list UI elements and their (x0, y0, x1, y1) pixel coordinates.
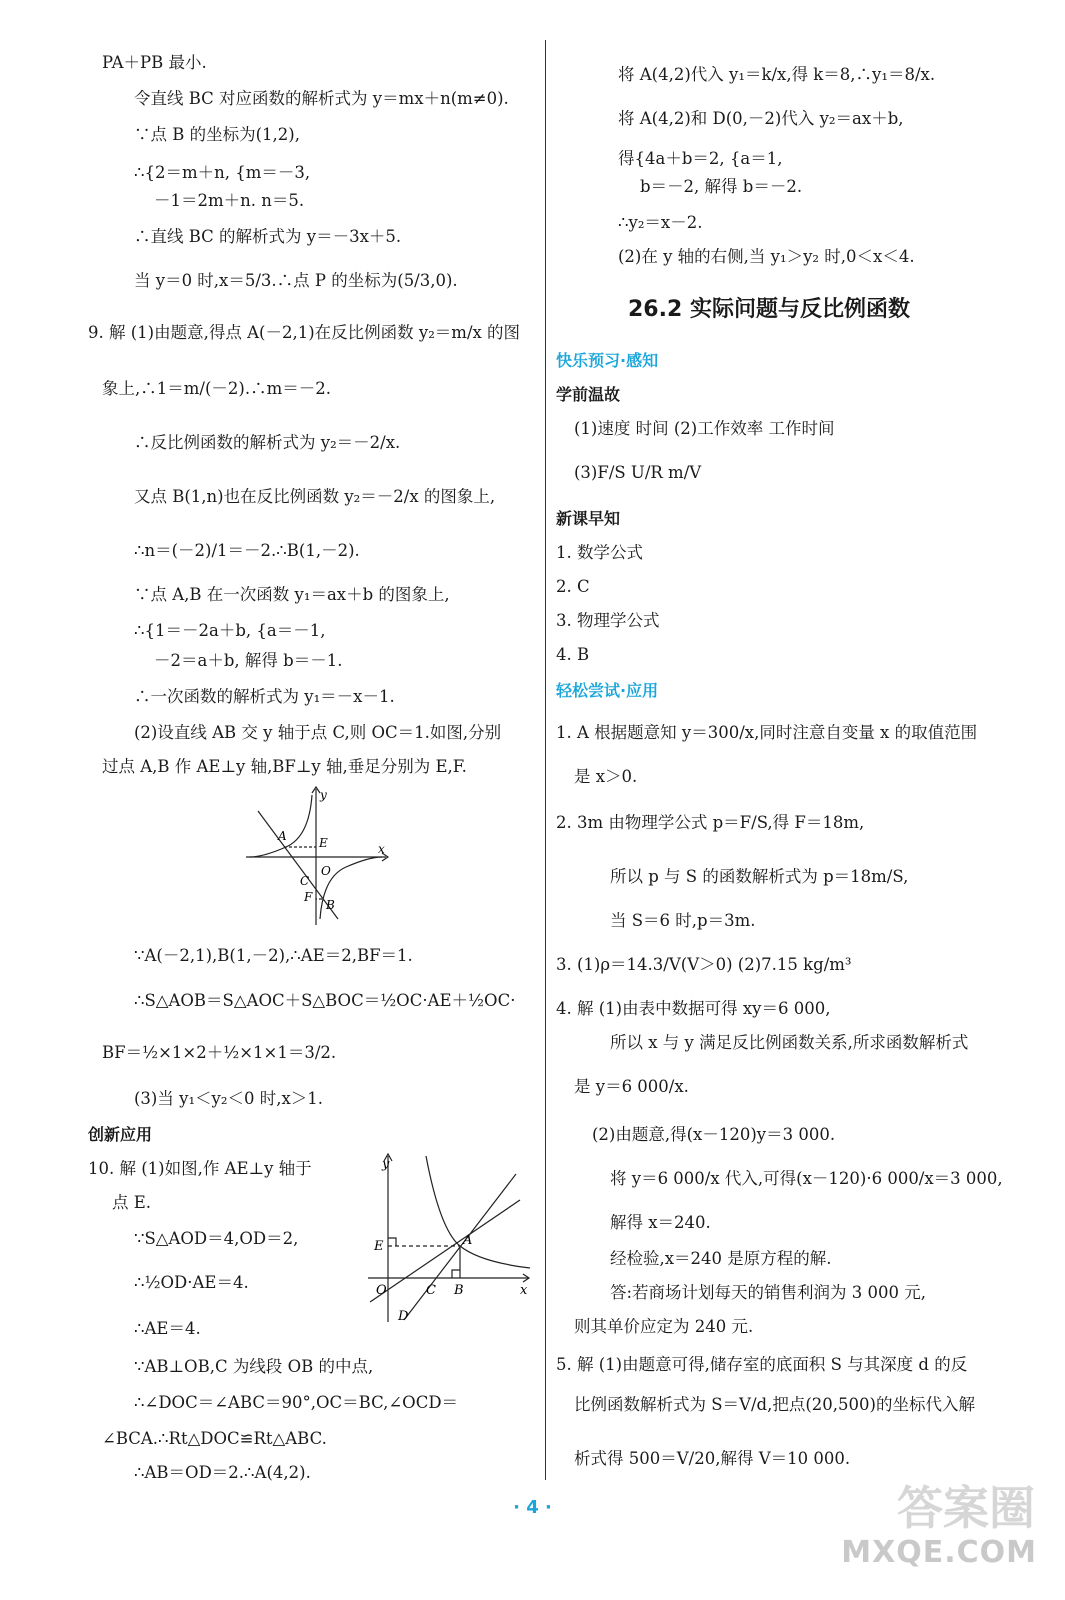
right-text-line: (1)速度 时间 (2)工作效率 工作时间 (574, 419, 835, 438)
left-text-line: PA＋PB 最小. (102, 53, 207, 72)
fig2-label-c: C (426, 1283, 436, 1298)
left-text-line: ∵S△AOD＝4,OD＝2, (134, 1229, 299, 1248)
fig2-label-o: O (376, 1283, 387, 1298)
fig1-label-o: O (321, 864, 331, 878)
left-text-line: ∴S△AOB＝S△AOC＋S△BOC＝½OC·AE＋½OC· (134, 991, 516, 1010)
left-text-line: 又点 B(1,n)也在反比例函数 y₂＝－2/x 的图象上, (134, 487, 496, 506)
right-text-line: 2. C (556, 577, 590, 596)
fig2-label-e: E (374, 1239, 384, 1254)
figure-hyperbola-da (368, 1150, 538, 1330)
left-text-line: ∵点 B 的坐标为(1,2), (134, 125, 300, 144)
left-text-line: 令直线 BC 对应函数的解析式为 y＝mx＋n(m≠0). (134, 89, 509, 108)
left-text-line: ∴AB＝OD＝2.∴A(4,2). (134, 1463, 311, 1482)
right-text-line: 当 S＝6 时,p＝3m. (610, 911, 756, 930)
fig1-label-e: E (319, 836, 328, 850)
left-text-line: BF＝½×1×2＋½×1×1＝3/2. (102, 1043, 337, 1062)
right-text-line: (3)F/S U/R m/V (574, 463, 702, 482)
right-text-line: 所以 x 与 y 满足反比例函数关系,所求函数解析式 (610, 1033, 969, 1052)
right-text-line: 将 A(4,2)和 D(0,－2)代入 y₂＝ax＋b, (618, 109, 904, 128)
left-text-line: －1＝2m＋n. n＝5. (154, 191, 305, 210)
right-text-line: (2)由题意,得(x－120)y＝3 000. (592, 1125, 836, 1144)
right-text-line: 轻松尝试·应用 (556, 681, 659, 700)
left-text-line: ∵A(－2,1),B(1,－2),∴AE＝2,BF＝1. (134, 946, 413, 965)
right-text-line: 将 A(4,2)代入 y₁＝k/x,得 k＝8,∴y₁＝8/x. (618, 65, 936, 84)
fig1-label-f: F (304, 890, 313, 904)
right-text-line: 1. A 根据题意知 y＝300/x,同时注意自变量 x 的取值范围 (556, 723, 978, 742)
right-text-line: 得{4a＋b＝2, {a＝1, (618, 149, 783, 168)
column-divider (545, 40, 546, 1480)
fig2-label-y: y (382, 1157, 390, 1172)
right-text-line: ∴y₂＝x－2. (618, 213, 703, 232)
left-text-line: ∴一次函数的解析式为 y₁＝－x－1. (134, 687, 395, 706)
left-text-line: 9. 解 (1)由题意,得点 A(－2,1)在反比例函数 y₂＝m/x 的图 (88, 323, 521, 342)
right-text-line: 则其单价应定为 240 元. (574, 1317, 754, 1336)
right-text-line: 5. 解 (1)由题意可得,储存室的底面积 S 与其深度 d 的反 (556, 1355, 968, 1374)
left-text-line: ∴n＝(－2)/1＝－2.∴B(1,－2). (134, 541, 360, 560)
fig1-label-y: y (320, 788, 327, 802)
left-text-line: ∠BCA.∴Rt△DOC≌Rt△ABC. (102, 1429, 327, 1448)
right-text-line: 比例函数解析式为 S＝V/d,把点(20,500)的坐标代入解 (574, 1395, 975, 1414)
left-text-line: ∵点 A,B 在一次函数 y₁＝ax＋b 的图象上, (134, 585, 450, 604)
left-text-line: 10. 解 (1)如图,作 AE⊥y 轴于 (88, 1159, 312, 1178)
right-text-line: 解得 x＝240. (610, 1213, 711, 1232)
fig2-label-a: A (463, 1233, 473, 1248)
right-text-line: 答:若商场计划每天的销售利润为 3 000 元, (610, 1283, 927, 1302)
fig2-label-d: D (398, 1309, 409, 1324)
left-text-line: ∴{1＝－2a＋b, {a＝－1, (134, 621, 326, 640)
page-number: · 4 · (513, 1497, 552, 1518)
right-text-line: 4. B (556, 645, 590, 664)
left-text-line: ∴直线 BC 的解析式为 y＝－3x＋5. (134, 227, 402, 246)
left-text-line: －2＝a＋b, 解得 b＝－1. (154, 651, 343, 670)
left-text-line: ∴AE＝4. (134, 1319, 201, 1338)
left-text-line: 象上,∴1＝m/(－2).∴m＝－2. (102, 379, 331, 398)
right-text-line: 1. 数学公式 (556, 543, 643, 562)
left-text-line: 当 y＝0 时,x＝5/3.∴点 P 的坐标为(5/3,0). (134, 271, 458, 290)
left-text-line: ∴½OD·AE＝4. (134, 1273, 249, 1292)
right-text-line: (2)在 y 轴的右侧,当 y₁＞y₂ 时,0＜x＜4. (618, 247, 915, 266)
right-text-line: 析式得 500＝V/20,解得 V＝10 000. (574, 1449, 851, 1468)
watermark: MXQE.COM (841, 1535, 1037, 1570)
left-text-line: ∴反比例函数的解析式为 y₂＝－2/x. (134, 433, 401, 452)
fig2-label-x: x (520, 1283, 528, 1298)
left-text-line: 点 E. (112, 1193, 152, 1212)
fig1-label-x: x (378, 842, 385, 856)
left-text-line: ∴{2＝m＋n, {m＝－3, (134, 163, 311, 182)
right-column (556, 0, 1026, 1480)
right-text-line: 是 y＝6 000/x. (574, 1077, 689, 1096)
right-text-line: b＝－2, 解得 b＝－2. (640, 177, 803, 196)
right-text-line: 3. 物理学公式 (556, 611, 660, 630)
right-text-line: 所以 p 与 S 的函数解析式为 p＝18m/S, (610, 867, 909, 886)
section-title: 26.2 实际问题与反比例函数 (628, 297, 910, 322)
fig1-label-b: B (326, 898, 335, 912)
right-text-line: 3. (1)ρ＝14.3/V(V＞0) (2)7.15 kg/m³ (556, 955, 852, 974)
right-text-line: 将 y＝6 000/x 代入,可得(x－120)·6 000/x＝3 000, (610, 1169, 1003, 1188)
left-text-line: (3)当 y₁＜y₂＜0 时,x＞1. (134, 1089, 324, 1108)
right-text-line: 2. 3m 由物理学公式 p＝F/S,得 F＝18m, (556, 813, 865, 832)
right-text-line: 是 x＞0. (574, 767, 638, 786)
right-text-line: 快乐预习·感知 (556, 351, 659, 370)
right-text-line: 4. 解 (1)由表中数据可得 xy＝6 000, (556, 999, 831, 1018)
left-text-line: 创新应用 (88, 1125, 153, 1144)
right-text-line: 学前温故 (556, 385, 621, 404)
right-text-line: 新课早知 (556, 509, 621, 528)
fig1-label-a: A (278, 829, 287, 843)
fig2-label-b: B (454, 1283, 464, 1298)
left-text-line: ∵AB⊥OB,C 为线段 OB 的中点, (134, 1357, 374, 1376)
fig1-label-c: C (300, 874, 310, 888)
left-text-line: 过点 A,B 作 AE⊥y 轴,BF⊥y 轴,垂足分别为 E,F. (102, 757, 467, 776)
watermark-logo: 答案圈 (897, 1481, 1035, 1535)
left-text-line: (2)设直线 AB 交 y 轴于点 C,则 OC＝1.如图,分别 (134, 723, 502, 742)
figure-hyperbola-ab (246, 785, 396, 930)
right-text-line: 经检验,x＝240 是原方程的解. (610, 1249, 832, 1268)
left-text-line: ∴∠DOC＝∠ABC＝90°,OC＝BC,∠OCD＝ (134, 1393, 459, 1412)
